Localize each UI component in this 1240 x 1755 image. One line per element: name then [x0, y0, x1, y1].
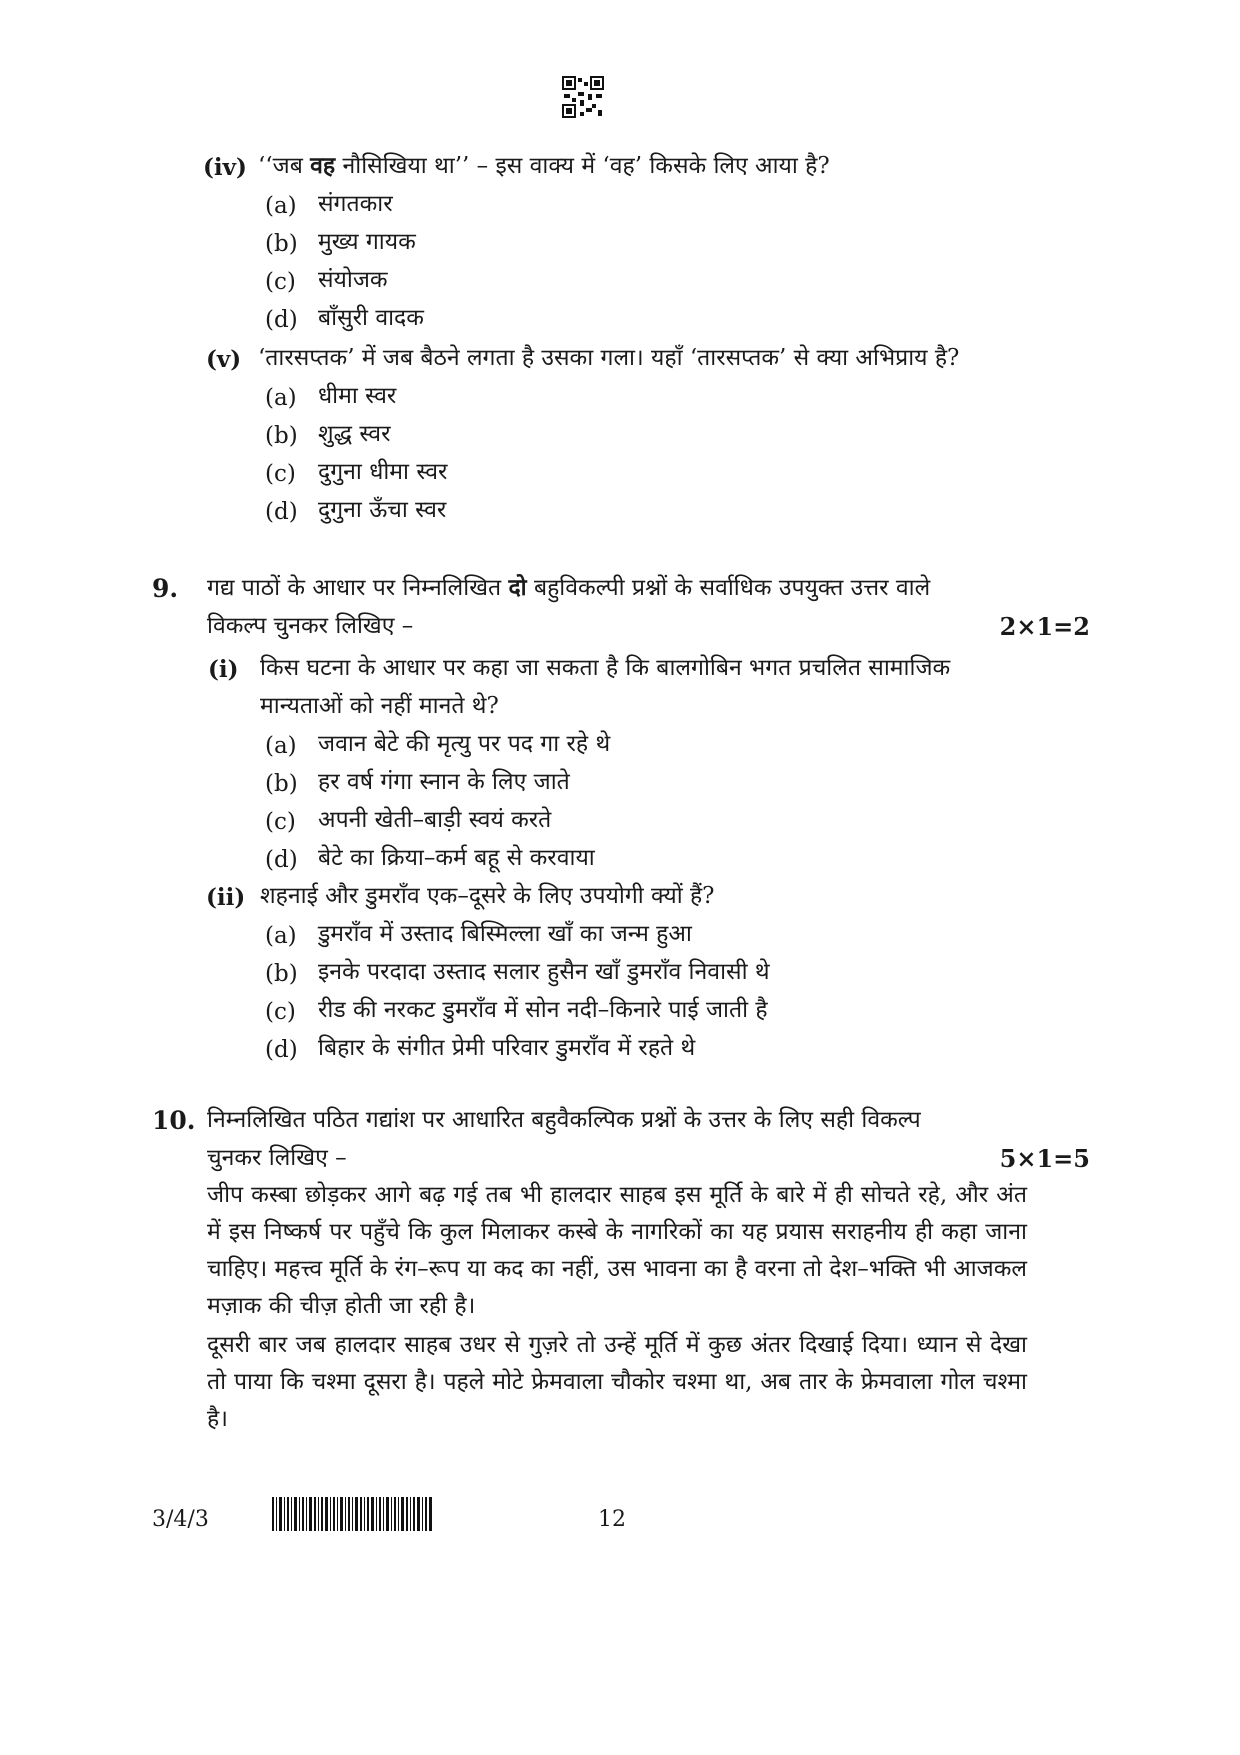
option-label: (d): [265, 499, 298, 525]
question-bold-word: दो: [508, 574, 527, 601]
option-label: (a): [265, 733, 297, 759]
sub-question-label: (iv): [203, 154, 247, 181]
passage-paragraph: दूसरी बार जब हालदार साहब उधर से गुज़रे तो उन्हें मूर्ति में कुछ अंतर दिखाई दिया। ध्यान से देखा तो पाया कि चश्मा दूसरा है। पहले मोटे फ्रेमवाला चौकोर चश्मा था, अब तार के फ्रेमवाला गोल चश्मा है।: [207, 1332, 1027, 1432]
question-text-part: गद्य पाठों के आधार पर निम्नलिखित: [207, 575, 509, 601]
sub-question-text: ‘तारसप्तक’ में जब बैठने लगता है उसका गला। यहाँ ‘तारसप्तक’ से क्या अभिप्राय है?: [258, 345, 960, 371]
option-text: बिहार के संगीत प्रेमी परिवार डुमराँव में रहते थे: [318, 1035, 696, 1061]
option-label: (c): [265, 269, 296, 295]
question-instruction: चुनकर लिखिए –: [207, 1145, 347, 1171]
sub-question-label: (ii): [206, 884, 246, 911]
sub-question-text: [258, 150, 830, 182]
sub-question-text: शहनाई और डुमराँव एक–दूसरे के लिए उपयोगी क्यों हैं?: [260, 883, 715, 909]
question-bold-word: वह: [310, 152, 336, 179]
option-label: (a): [265, 923, 297, 949]
paper-code: 3/4/3: [152, 1507, 209, 1532]
question-instruction: विकल्प चुनकर लिखिए –: [207, 613, 414, 639]
option-text: डुमराँव में उस्ताद बिस्मिल्ला खाँ का जन्म हुआ: [318, 921, 692, 947]
question-text-part: बहुविकल्पी प्रश्नों के सर्वाधिक उपयुक्त उत्तर वाले: [526, 575, 931, 601]
question-number: 10.: [152, 1106, 196, 1135]
option-label: (c): [265, 809, 296, 835]
page-number: 12: [598, 1507, 626, 1532]
option-label: (c): [265, 999, 296, 1025]
option-label: (d): [265, 307, 298, 333]
option-text: जवान बेटे की मृत्यु पर पद गा रहे थे: [318, 731, 611, 757]
sub-question-label: (v): [206, 346, 242, 373]
option-text: दुगुना धीमा स्वर: [318, 459, 448, 485]
option-label: (d): [265, 847, 298, 873]
option-label: (d): [265, 1037, 298, 1063]
question-text-part: ‘‘जब: [258, 153, 311, 179]
question-text-part: नौसिखिया था’’ – इस वाक्य में ‘वह’ किसके लिए आया है?: [335, 153, 830, 179]
option-text: संयोजक: [318, 267, 388, 293]
option-text: हर वर्ष गंगा स्नान के लिए जाते: [318, 769, 570, 795]
option-label: (b): [265, 961, 298, 987]
question-instruction: [207, 572, 930, 604]
option-text: धीमा स्वर: [318, 383, 397, 409]
option-text: बेटे का क्रिया–कर्म बहू से करवाया: [318, 845, 595, 871]
option-label: (c): [265, 461, 296, 487]
sub-question-text: किस घटना के आधार पर कहा जा सकता है कि बालगोबिन भगत प्रचलित सामाजिक: [260, 655, 951, 681]
option-label: (a): [265, 385, 297, 411]
option-label: (b): [265, 231, 298, 257]
passage-paragraph: जीप कस्बा छोड़कर आगे बढ़ गई तब भी हालदार साहब इस मूर्ति के बारे में ही सोचते रहे, और अंत में इस निष्कर्ष पर पहुँचे कि कुल मिलाकर कस्बे के नागरिकों का यह प्रयास सराहनीय ही कहा जाना चाहिए। महत्त्व मूर्ति के रंग–रूप या कद का नहीं, उस भावना का है वरना तो देश–भक्ति भी आजकल मज़ाक की चीज़ होती जा रही है।: [207, 1182, 1027, 1319]
option-text: इनके परदादा उस्ताद सलार हुसैन खाँ डुमराँव निवासी थे: [318, 959, 770, 985]
option-text: दुगुना ऊँचा स्वर: [318, 497, 447, 523]
option-text: मुख्य गायक: [318, 229, 416, 255]
sub-question-label: (i): [208, 656, 239, 683]
barcode-icon: [272, 1497, 432, 1531]
question-number: 9.: [152, 574, 179, 603]
option-text: अपनी खेती–बाड़ी स्वयं करते: [318, 807, 552, 833]
sub-question-text: मान्यताओं को नहीं मानते थे?: [260, 693, 499, 719]
question-instruction: निम्नलिखित पठित गद्यांश पर आधारित बहुवैकल्पिक प्रश्नों के उत्तर के लिए सही विकल्प: [207, 1107, 921, 1133]
marks-label: 5×1=5: [999, 1144, 1090, 1173]
option-label: (a): [265, 193, 297, 219]
option-text: रीड की नरकट डुमराँव में सोन नदी–किनारे पाई जाती है: [318, 997, 768, 1023]
option-label: (b): [265, 423, 298, 449]
qr-code-icon: [562, 76, 604, 118]
option-text: बाँसुरी वादक: [318, 305, 424, 331]
marks-label: 2×1=2: [999, 612, 1090, 641]
option-text: संगतकार: [318, 191, 393, 217]
option-text: शुद्ध स्वर: [318, 421, 391, 447]
option-label: (b): [265, 771, 298, 797]
